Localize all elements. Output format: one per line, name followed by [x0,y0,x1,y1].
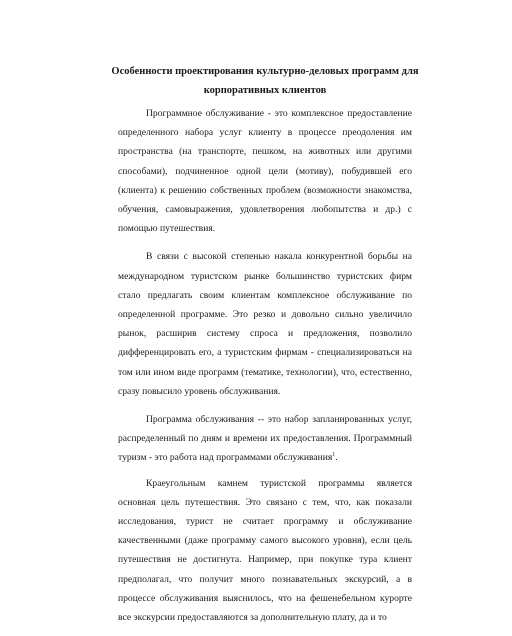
paragraph: Краеугольным камнем туристской программы является основная цель путешествия. Это связано с тем, что, как показали исследования, турист не считает программу и обслуживание качественными (даже программу самого высокого уровня), если цель путешествия не достигнута. Например, при покупке тура клиент предполагал, что получит много познавательных экскурсий, а в процессе обслуживания выяснилось, что на фешенебельном курорте все экскурсии предоставляются за дополнительную плату, да и то [118,477,412,624]
paragraph: В связи с высокой степенью накала конкурентной борьбы на международном туристском рынке большинство туристских фирм стало предлагать своим клиентам комплексное обслуживание по определенной программе. Это резко и довольно сильно увеличило рынок, расширив систему спроса и предложения, позволило дифференцировать его, а туристским фирмам - специализироваться на том или ином виде программ (тематике, технологии), что, естественно, сразу повысило уровень обслуживания. [118,251,412,397]
document-body [118,104,412,636]
document-title: Особенности проектирования культурно-деловых программ для корпоративных клиентов [111,66,419,96]
footnote-marker: 1 [332,452,336,459]
paragraph-text: Программа обслуживания -- это набор запланированных услуг, распределенный по дням и времени их предоставления. Программный туризм - это работа над программами обслуживания [118,414,412,464]
paragraph: Программное обслуживание - это комплексное предоставление определенного набора услуг клиенту в процессе преодоления им пространства (на транспорте, пешком, на животных или другими способами), подчиненное одной цели (мотиву), побудившей его (клиента) к решению собственных проблем (возможности знакомства, обучения, самовыражения, удовлетворения любопытства и др.) с помощью путешествия. [118,108,412,235]
paragraph: Программа обслуживания -- это набор запланированных услуг, распределенный по дням и времени их предоставления. Программный туризм - это работа над программами обслуживания$^1$. [118,414,412,464]
